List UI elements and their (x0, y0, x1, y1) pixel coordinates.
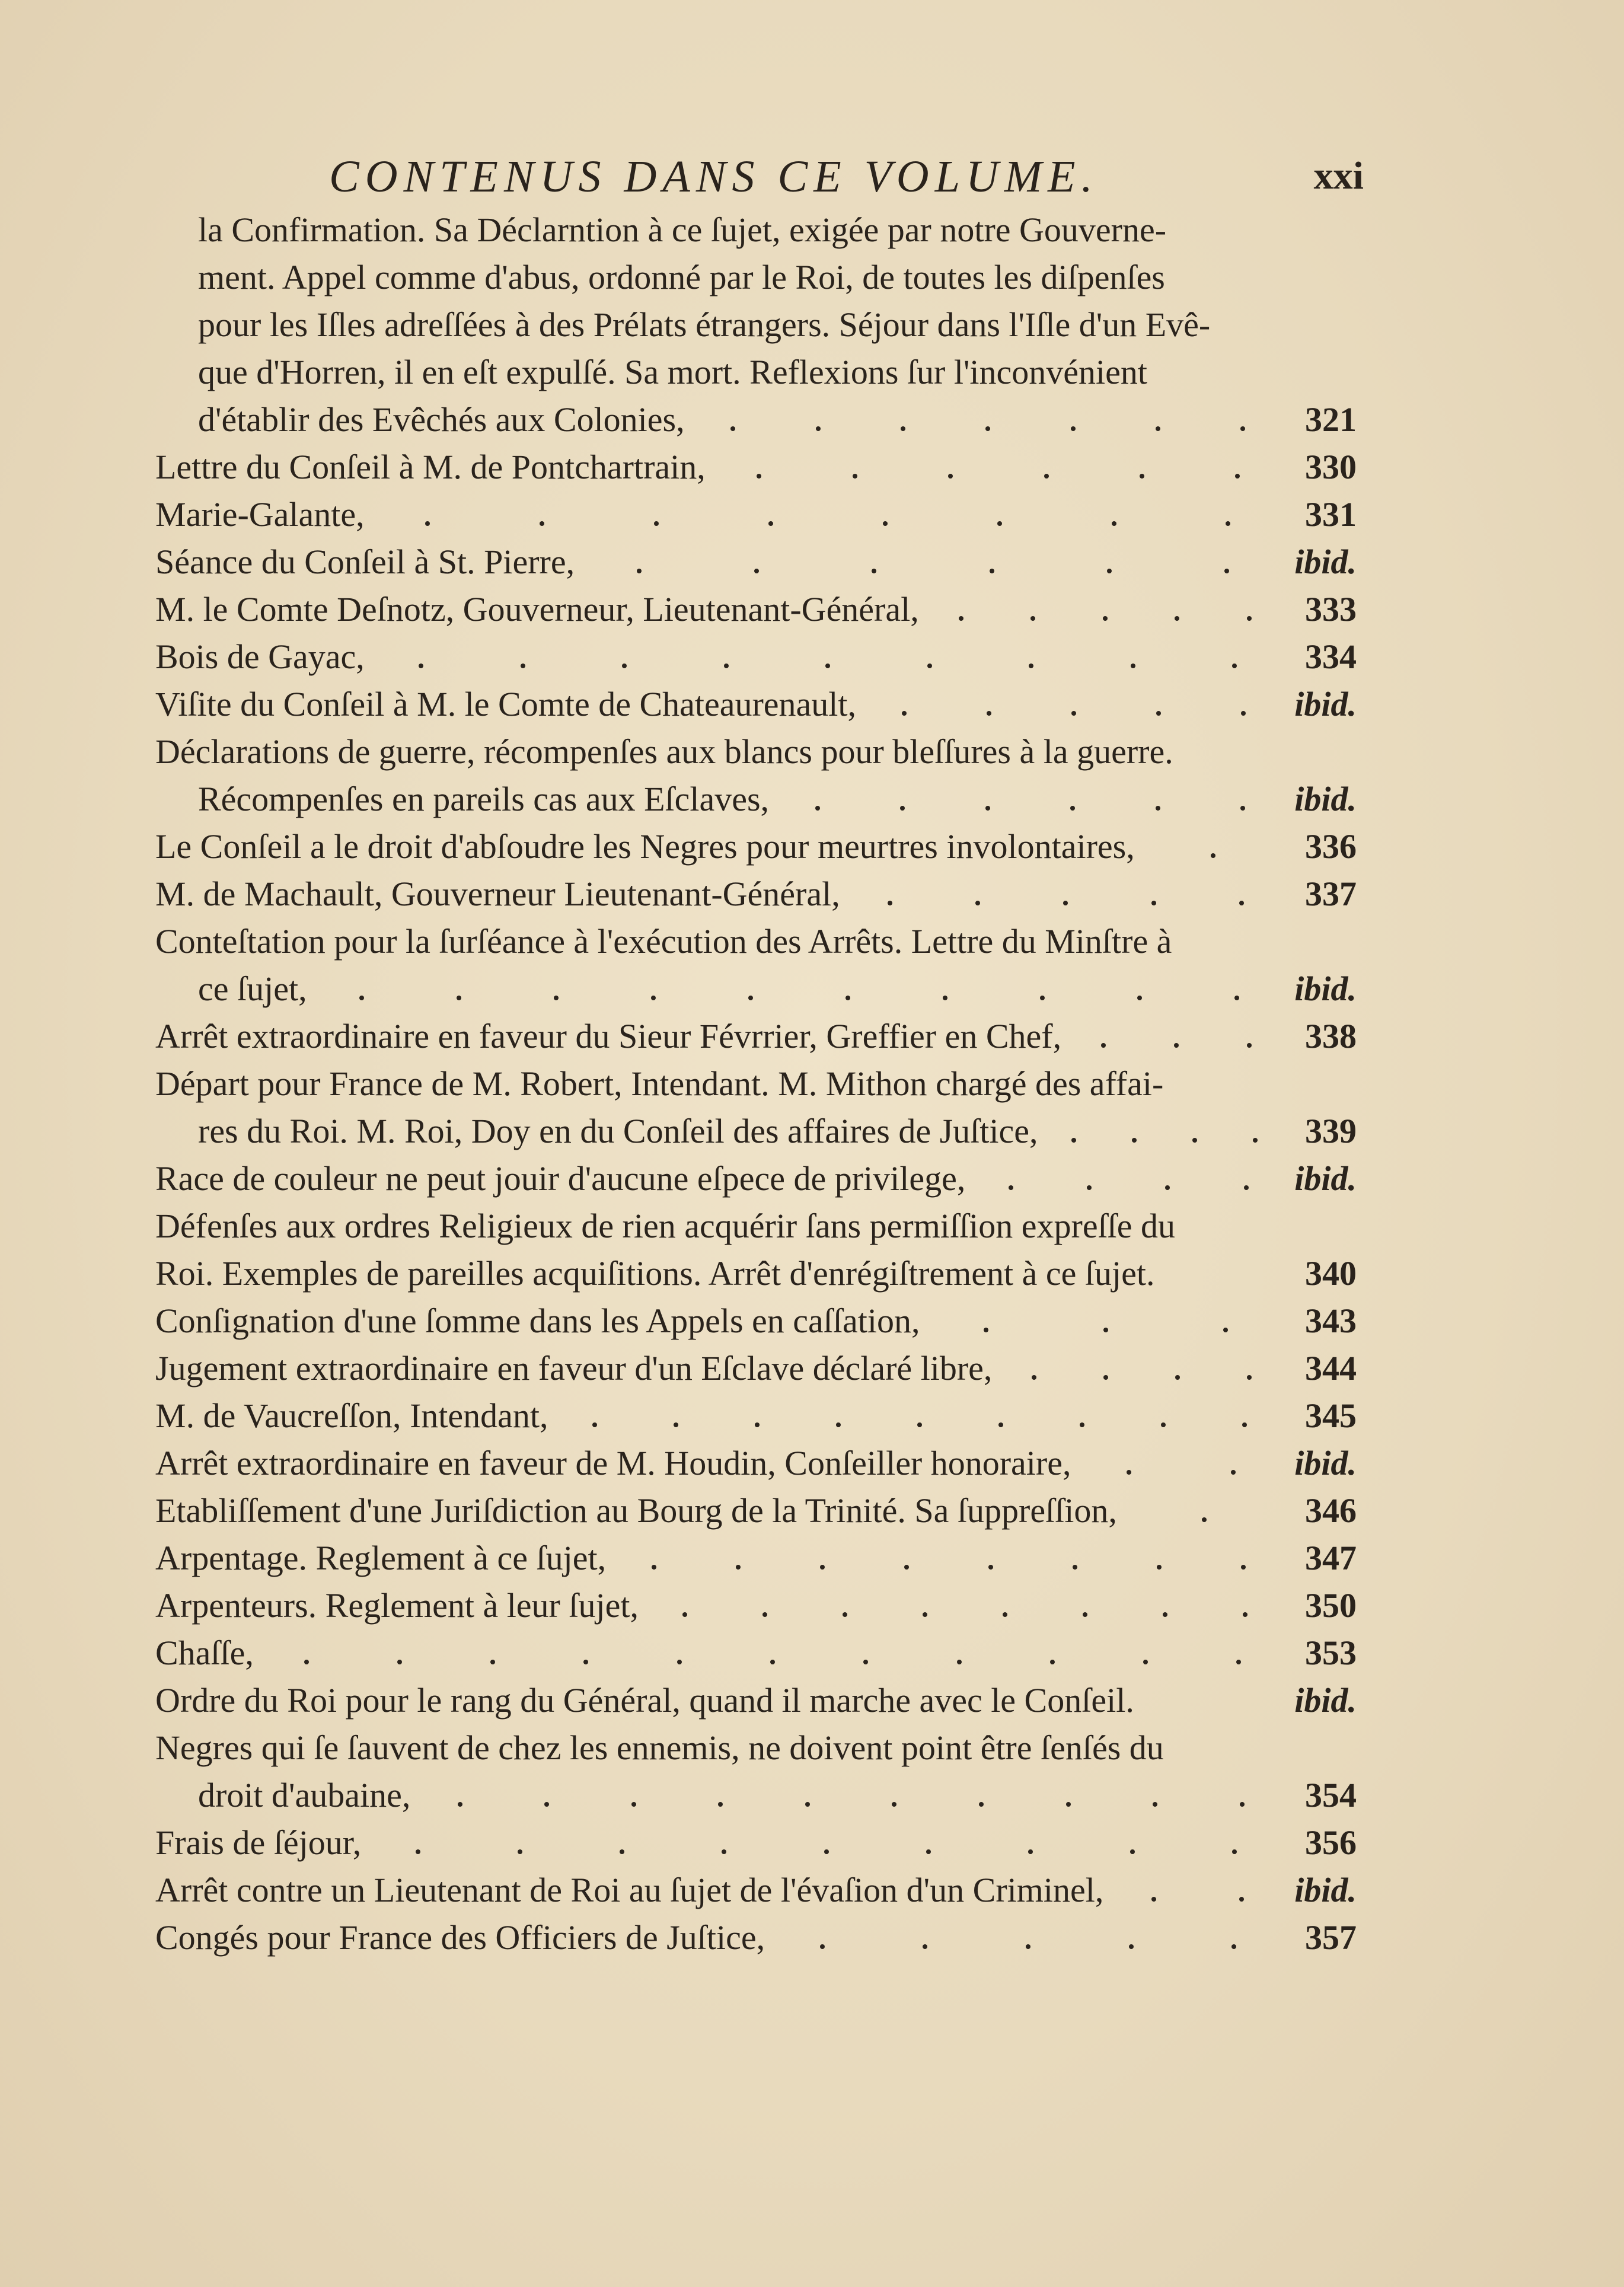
leader-dot (730, 426, 735, 431)
toc-entry (155, 1819, 1357, 1867)
leader-dot (1129, 1944, 1134, 1949)
leader-dot (872, 569, 876, 573)
leader-dot (1240, 426, 1245, 431)
toc-entry-text: Arrêt extraordinaire en faveur de M. Houdin, Conſeiller honoraire, (155, 1444, 1071, 1482)
toc-entry-text: Le Conſeil a le droit d'abſoudre les Negres pour meurtres involontaires, (155, 827, 1135, 866)
leader-dot (631, 1802, 636, 1807)
toc-entry-text: Roi. Exemples de pareilles acquiſitions. Arrêt d'enrégiſtrement à ce ſujet. (155, 1254, 1155, 1293)
leader-dot (843, 1612, 847, 1617)
leader-dot (1137, 996, 1142, 1000)
toc-entry-text: Jugement extraordinaire en faveur d'un Eſclave déclaré libre, (155, 1349, 993, 1387)
toc-entry-text: Marie-Galante, (155, 495, 365, 534)
toc-page-ref: ibid. (1294, 1871, 1357, 1909)
dot-leader (965, 1185, 1291, 1190)
leader-dot (845, 996, 850, 1000)
toc-entry-text: pour les Iſles adreſſées à des Prélats étrangers. Séjour dans l'Iſle d'un Evê- (198, 305, 1211, 344)
toc-page-ref: 336 (1305, 827, 1357, 866)
leader-dot (901, 426, 905, 431)
leader-dot (1236, 1660, 1241, 1664)
toc-entry (155, 491, 1357, 538)
leader-dot (1071, 426, 1076, 431)
toc-entry (155, 206, 1357, 254)
toc-entry (155, 1013, 1357, 1060)
toc-page-ref: ibid. (1294, 685, 1357, 723)
toc-entry (155, 1724, 1357, 1772)
leader-dot (1028, 1849, 1033, 1854)
toc-entry-text: Congés pour France des Officiers de Juſtice, (155, 1918, 765, 1957)
toc-page-ref: 345 (1305, 1396, 1357, 1435)
leader-dot (540, 521, 544, 526)
toc-entry-text: Défenſes aux ordres Religieux de rien acquérir ſans permiſſion expreſſe du (155, 1207, 1176, 1245)
leader-dot (985, 806, 990, 811)
toc-entry-text: Viſite du Conſeil à M. le Comte de Chateaurenault, (155, 685, 857, 723)
leader-dot (987, 711, 991, 716)
toc-entry-text: Arrêt contre un Lieutenant de Roi au ſujet de l'évaſion d'un Criminel, (155, 1871, 1104, 1909)
toc-page-ref: 350 (1305, 1586, 1357, 1625)
toc-page-ref: 338 (1305, 1017, 1357, 1055)
leader-dot (521, 664, 525, 668)
dot-leader (606, 1565, 1291, 1570)
toc-entry-text: Lettre du Conſeil à M. de Pontchartrain, (155, 448, 706, 486)
dot-leader (1038, 1138, 1291, 1143)
leader-dot (927, 664, 932, 668)
toc-entry-text: Récompenſes en pareils cas aux Eſclaves, (198, 780, 770, 818)
leader-dot (1231, 1470, 1236, 1475)
leader-dot (1175, 1375, 1180, 1380)
leader-dot (651, 996, 656, 1000)
leader-dot (762, 1612, 767, 1617)
toc-entry (155, 1677, 1357, 1724)
leader-dot (1101, 1043, 1106, 1048)
leader-dot (1161, 1422, 1166, 1427)
leader-dot (1253, 1138, 1258, 1143)
toc-entry (155, 301, 1357, 349)
toc-page-ref: 321 (1305, 400, 1357, 439)
toc-entry (155, 538, 1357, 586)
toc-entry (155, 681, 1357, 728)
leader-dot (1050, 1660, 1055, 1664)
toc-entry (155, 870, 1357, 918)
leader-dot (1071, 711, 1076, 716)
toc-entry (155, 1440, 1357, 1487)
dot-leader (639, 1612, 1291, 1617)
dot-leader (254, 1660, 1291, 1664)
leader-dot (815, 806, 820, 811)
toc-entry (155, 1060, 1357, 1108)
leader-dot (1156, 426, 1160, 431)
dot-leader (840, 901, 1291, 905)
leader-dot (748, 996, 753, 1000)
toc-entry (155, 1155, 1357, 1202)
leader-dot (1156, 711, 1161, 716)
leader-dot (682, 1612, 687, 1617)
toc-entry-text: Départ pour France de M. Robert, Intendant. M. Mithon chargé des affai- (155, 1064, 1164, 1103)
leader-dot (754, 569, 759, 573)
leader-dot (824, 1849, 829, 1854)
toc-entry (155, 1582, 1357, 1629)
toc-page-ref: 344 (1305, 1349, 1357, 1387)
leader-dot (1107, 569, 1112, 573)
leader-dot (853, 474, 857, 479)
toc-entry (155, 586, 1357, 633)
leader-dot (1157, 1565, 1162, 1570)
leader-dot (998, 1422, 1003, 1427)
running-header (154, 151, 1364, 210)
toc-entry-text: Séance du Conſeil à St. Pierre, (155, 543, 575, 581)
leader-dot (1243, 1612, 1247, 1617)
leader-dot (975, 901, 980, 905)
leader-dot (458, 1802, 462, 1807)
toc-page-ref: 343 (1305, 1302, 1357, 1340)
leader-dot (1163, 1612, 1167, 1617)
toc-page-ref: 353 (1305, 1634, 1357, 1672)
leader-dot (652, 1565, 656, 1570)
leader-dot (722, 1849, 726, 1854)
leader-dot (359, 996, 364, 1000)
toc-page-ref: 340 (1305, 1254, 1357, 1293)
leader-dot (892, 1802, 896, 1807)
leader-dot (1132, 1138, 1137, 1143)
leader-dot (1140, 474, 1144, 479)
leader-dot (1083, 1612, 1087, 1617)
leader-dot (979, 1802, 984, 1807)
leader-dot (888, 901, 892, 905)
leader-dot (1156, 806, 1160, 811)
leader-dot (674, 1422, 678, 1427)
leader-dot (1143, 1660, 1148, 1664)
leader-dot (1241, 1565, 1246, 1570)
leader-dot (1242, 1422, 1247, 1427)
toc-entry-text: la Confirmation. Sa Déclarntion à ce ſujet, exigée par notre Gouverne- (198, 210, 1167, 249)
dot-leader (307, 996, 1291, 1000)
toc-entry-text: Negres qui ſe ſauvent de chez les ennemis, ne doivent point être ſenſés du (155, 1728, 1164, 1767)
toc-page-ref: ibid. (1294, 1159, 1357, 1198)
leader-dot (425, 521, 430, 526)
toc-entry (155, 1345, 1357, 1392)
toc-entry-text: Frais de ſéjour, (155, 1823, 362, 1862)
toc-entry-text: Conteſtation pour la ſurſéance à l'exécution des Arrêts. Lettre du Minſtre à (155, 922, 1172, 961)
leader-dot (923, 1612, 927, 1617)
leader-dot (1003, 1612, 1007, 1617)
leader-dot (1240, 1802, 1245, 1807)
toc-entry-text: droit d'aubaine, (198, 1776, 411, 1814)
leader-dot (1202, 1517, 1207, 1522)
toc-entry (155, 1202, 1357, 1250)
toc-entry (155, 396, 1357, 444)
leader-dot (1241, 711, 1246, 716)
leader-dot (1165, 1185, 1170, 1190)
leader-dot (1226, 521, 1230, 526)
toc-page-ref: 357 (1305, 1918, 1357, 1957)
dot-leader (1071, 1470, 1291, 1475)
running-title: CONTENUS DANS CE VOLUME. (329, 152, 1099, 202)
leader-dot (490, 1660, 495, 1664)
toc-page-ref: 346 (1305, 1491, 1357, 1530)
leader-dot (1080, 1422, 1084, 1427)
toc-page-ref: ibid. (1294, 969, 1357, 1008)
toc-entry-text: Conſignation d'une ſomme dans les Appels en caſſation, (155, 1302, 920, 1340)
leader-dot (416, 1849, 420, 1854)
toc-entry (155, 1250, 1357, 1297)
leader-dot (1070, 806, 1075, 811)
toc-entry-text: Arrêt extraordinaire en faveur du Sieur Févrrier, Greffier en Chef, (155, 1017, 1062, 1055)
toc-entry-text: M. de Machault, Gouverneur Lieutenant-Général, (155, 875, 840, 913)
leader-dot (724, 664, 729, 668)
leader-dot (1030, 616, 1035, 621)
leader-dot (1192, 1138, 1197, 1143)
leader-dot (1174, 1043, 1179, 1048)
toc-entry (155, 254, 1357, 301)
leader-dot (620, 1849, 624, 1854)
toc-entry-text: M. le Comte Deſnotz, Gouverneur, Lieutenant-Général, (155, 590, 919, 629)
leader-dot (1244, 1185, 1249, 1190)
leader-dot (805, 1802, 810, 1807)
leader-dot (904, 1565, 909, 1570)
toc-page-ref: ibid. (1294, 780, 1357, 818)
leader-dot (518, 1849, 522, 1854)
leader-dot (768, 521, 773, 526)
toc-entry (155, 1392, 1357, 1440)
leader-dot (1103, 616, 1108, 621)
toc-entry-text: Ordre du Roi pour le rang du Général, quand il marche avec le Conſeil. (155, 1681, 1134, 1720)
leader-dot (997, 521, 1002, 526)
toc-page-ref: ibid. (1294, 543, 1357, 581)
toc-entry-text: Race de couleur ne peut jouir d'aucune eſpece de privilege, (155, 1159, 966, 1198)
toc-entry-text: d'établir des Evêchés aux Colonies, (198, 400, 685, 439)
leader-dot (988, 1565, 993, 1570)
toc-entry (155, 823, 1357, 870)
toc-entry (155, 1914, 1357, 1961)
toc-page-ref: 339 (1305, 1112, 1357, 1150)
toc-entry-text: ce ſujet, (198, 969, 307, 1008)
leader-dot (654, 521, 659, 526)
toc-entry (155, 444, 1357, 491)
dot-leader (548, 1422, 1291, 1427)
leader-dot (820, 1565, 825, 1570)
dot-leader (1061, 1043, 1291, 1048)
leader-dot (1066, 1802, 1071, 1807)
leader-dot (1032, 1375, 1036, 1380)
leader-dot (1151, 901, 1156, 905)
dot-leader (765, 1944, 1291, 1949)
leader-dot (1029, 664, 1033, 668)
dot-leader (706, 474, 1291, 479)
leader-dot (554, 996, 559, 1000)
leader-dot (1153, 1802, 1157, 1807)
toc-entry (155, 349, 1357, 396)
leader-dot (1073, 1565, 1077, 1570)
leader-dot (1026, 1944, 1030, 1949)
leader-dot (1232, 664, 1237, 668)
leader-dot (825, 664, 830, 668)
toc-entry-text: Etabliſſement d'une Juriſdiction au Bourg de la Trinité. Sa ſuppreſſion, (155, 1491, 1117, 1530)
toc-entry (155, 1629, 1357, 1677)
leader-dot (923, 1944, 927, 1949)
dot-leader (685, 426, 1291, 431)
toc-page-ref: 354 (1305, 1776, 1357, 1814)
leader-dot (419, 664, 423, 668)
toc-entry (155, 776, 1357, 823)
toc-entry-text: Déclarations de guerre, récompenſes aux blancs pour bleſſures à la guerre. (155, 732, 1173, 771)
toc-entry-text: Bois de Gayac, (155, 637, 365, 676)
dot-leader (1117, 1517, 1291, 1522)
leader-dot (637, 569, 642, 573)
dot-leader (410, 1802, 1291, 1807)
leader-dot (1103, 1375, 1108, 1380)
leader-dot (755, 1422, 760, 1427)
toc-page-ref: 334 (1305, 637, 1357, 676)
leader-dot (883, 521, 888, 526)
toc-entry-text: Chaſſe, (155, 1634, 254, 1672)
toc-entry-text: M. de Vaucreſſon, Intendant, (155, 1396, 548, 1435)
leader-dot (1040, 996, 1045, 1000)
toc-entry (155, 728, 1357, 776)
leader-dot (1103, 1328, 1108, 1332)
leader-dot (1239, 1897, 1244, 1902)
toc-entry (155, 1108, 1357, 1155)
toc-page-ref: 333 (1305, 590, 1357, 629)
toc-page-ref: 347 (1305, 1539, 1357, 1577)
dot-leader (365, 521, 1291, 526)
leader-dot (943, 996, 947, 1000)
leader-dot (457, 996, 461, 1000)
toc-page-ref: 356 (1305, 1823, 1357, 1862)
toc-entry (155, 633, 1357, 681)
leader-dot (1231, 1944, 1236, 1949)
leader-dot (816, 426, 821, 431)
leader-dot (718, 1802, 723, 1807)
leader-dot (1044, 474, 1049, 479)
dot-leader (992, 1375, 1291, 1380)
toc-entry (155, 1487, 1357, 1535)
toc-entry (155, 1772, 1357, 1819)
toc-page-ref: ibid. (1294, 1681, 1357, 1720)
dot-leader (919, 616, 1291, 621)
leader-dot (304, 1660, 309, 1664)
toc-page-ref: ibid. (1294, 1444, 1357, 1482)
leader-dot (900, 806, 905, 811)
leader-dot (1235, 474, 1240, 479)
leader-dot (1151, 1897, 1156, 1902)
leader-dot (770, 1660, 775, 1664)
toc-entry (155, 918, 1357, 965)
leader-dot (1232, 1849, 1237, 1854)
leader-dot (757, 474, 761, 479)
dot-leader (575, 569, 1291, 573)
leader-dot (984, 1328, 988, 1332)
leader-dot (902, 711, 907, 716)
leader-dot (1071, 1138, 1076, 1143)
leader-dot (1211, 853, 1215, 858)
dot-leader (365, 664, 1291, 668)
leader-dot (583, 1660, 588, 1664)
toc-entry-text: Arpenteurs. Reglement à leur ſujet, (155, 1586, 639, 1625)
leader-dot (1175, 616, 1179, 621)
leader-dot (397, 1660, 402, 1664)
leader-dot (1223, 1328, 1228, 1332)
leader-dot (1063, 901, 1068, 905)
leader-dot (1247, 616, 1252, 621)
toc-page-ref: 331 (1305, 495, 1357, 534)
leader-dot (1240, 806, 1245, 811)
toc-page-ref: 330 (1305, 448, 1357, 486)
leader-dot (592, 1422, 597, 1427)
dot-leader (769, 806, 1291, 811)
table-of-contents (155, 206, 1357, 1961)
leader-dot (1224, 569, 1229, 573)
leader-dot (926, 1849, 931, 1854)
toc-entry-text: Arpentage. Reglement à ce ſujet, (155, 1539, 607, 1577)
toc-entry-text: res du Roi. M. Roi, Doy en du Conſeil des affaires de Juſtice, (198, 1112, 1038, 1150)
leader-dot (1112, 521, 1116, 526)
toc-entry-text: ment. Appel comme d'abus, ordonné par le Roi, de toutes les diſpenſes (198, 258, 1165, 296)
toc-entry-text: que d'Horren, il en eſt expulſé. Sa mort. Reflexions ſur l'inconvénient (198, 353, 1148, 391)
leader-dot (820, 1944, 825, 1949)
leader-dot (1131, 664, 1135, 668)
leader-dot (959, 616, 963, 621)
toc-entry (155, 1867, 1357, 1914)
dot-leader (856, 711, 1291, 716)
dot-leader (1135, 853, 1291, 858)
leader-dot (1130, 1849, 1135, 1854)
dot-leader (1103, 1897, 1291, 1902)
leader-dot (1009, 1185, 1013, 1190)
leader-dot (544, 1802, 549, 1807)
leader-dot (957, 1660, 962, 1664)
leader-dot (990, 569, 994, 573)
leader-dot (1247, 1375, 1252, 1380)
toc-entry (155, 1535, 1357, 1582)
leader-dot (917, 1422, 922, 1427)
leader-dot (1247, 1043, 1252, 1048)
leader-dot (1087, 1185, 1092, 1190)
toc-entry (155, 965, 1357, 1013)
leader-dot (863, 1660, 868, 1664)
toc-page-ref: 337 (1305, 875, 1357, 913)
leader-dot (736, 1565, 741, 1570)
leader-dot (1239, 901, 1244, 905)
leader-dot (677, 1660, 682, 1664)
leader-dot (948, 474, 953, 479)
dot-leader (361, 1849, 1291, 1854)
leader-dot (1127, 1470, 1131, 1475)
leader-dot (985, 426, 990, 431)
leader-dot (836, 1422, 841, 1427)
leader-dot (1234, 996, 1239, 1000)
leader-dot (622, 664, 627, 668)
dot-leader (920, 1328, 1291, 1332)
toc-entry (155, 1297, 1357, 1345)
page-number: xxi (1313, 154, 1364, 197)
